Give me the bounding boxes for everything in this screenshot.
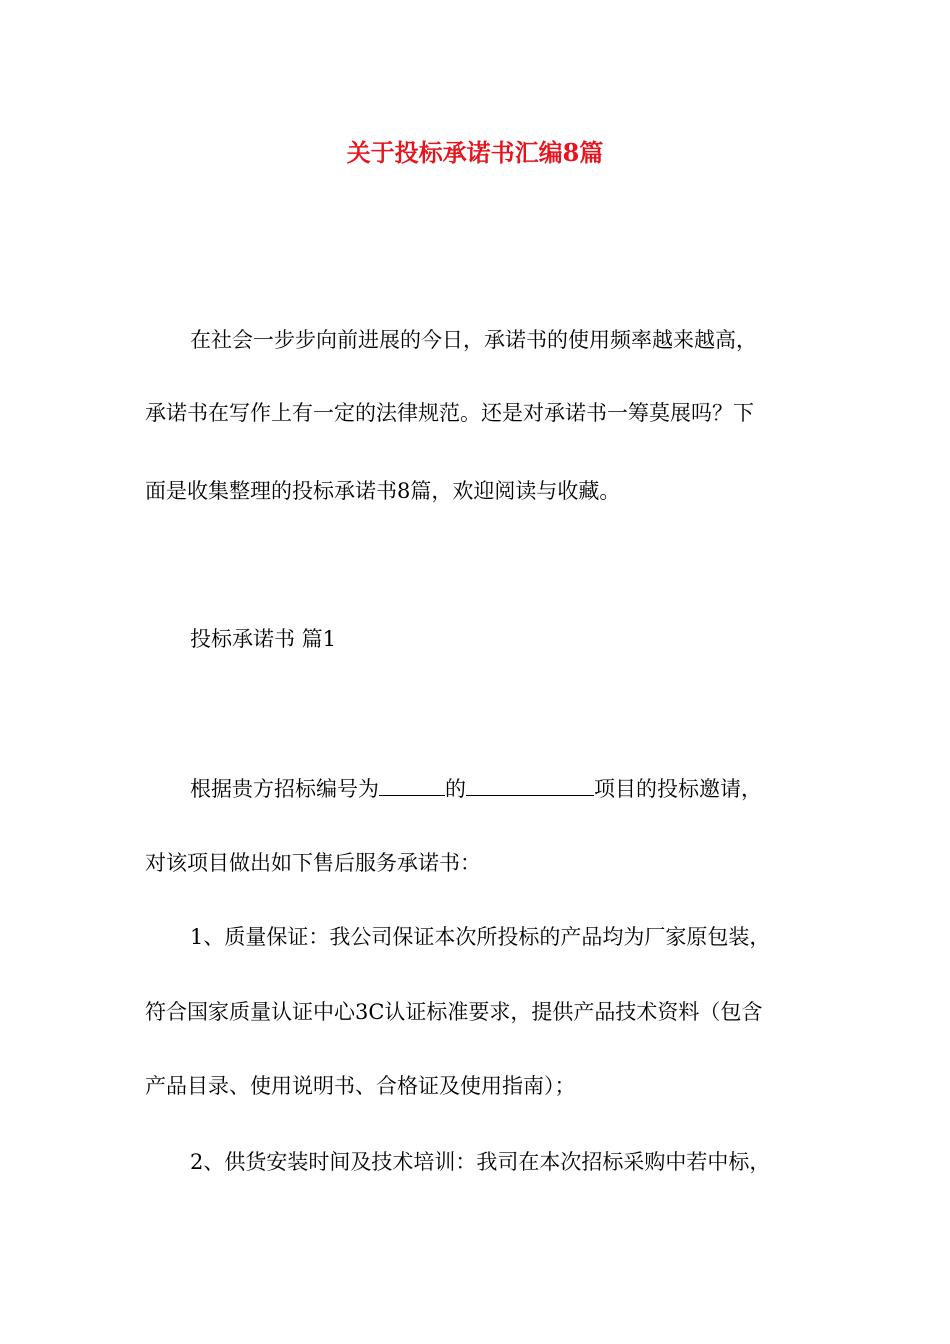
paragraph-3-line-1: 2、供货安装时间及技术培训：我司在本次招标采购中若中标， bbox=[190, 1150, 771, 1174]
document-title: 关于投标承诺书汇编8篇 bbox=[346, 138, 604, 167]
text-segment: 的 bbox=[445, 777, 466, 801]
section-heading: 投标承诺书 篇1 bbox=[190, 627, 337, 651]
intro-line-2: 承诺书在写作上有一定的法律规范。还是对承诺书一筹莫展吗？下 bbox=[145, 401, 754, 425]
paragraph-2-line-1: 1、质量保证：我公司保证本次所投标的产品均为厂家原包装， bbox=[190, 925, 771, 949]
paragraph-2-line-3: 产品目录、使用说明书、合格证及使用指南）； bbox=[145, 1074, 576, 1098]
intro-line-3: 面是收集整理的投标承诺书8篇，欢迎阅读与收藏。 bbox=[145, 479, 621, 503]
intro-line-1: 在社会一步步向前进展的今日，承诺书的使用频率越来越高， bbox=[190, 328, 757, 352]
blank-bid-number bbox=[379, 773, 445, 796]
paragraph-1-line-2: 对该项目做出如下售后服务承诺书： bbox=[145, 851, 481, 875]
paragraph-2-line-2: 符合国家质量认证中心3C认证标准要求，提供产品技术资料（包含 bbox=[145, 1000, 763, 1024]
blank-project-name bbox=[466, 773, 594, 796]
text-segment: 根据贵方招标编号为 bbox=[190, 777, 379, 801]
text-segment: 项目的投标邀请， bbox=[594, 777, 762, 801]
paragraph-1-line-1 bbox=[190, 773, 810, 804]
